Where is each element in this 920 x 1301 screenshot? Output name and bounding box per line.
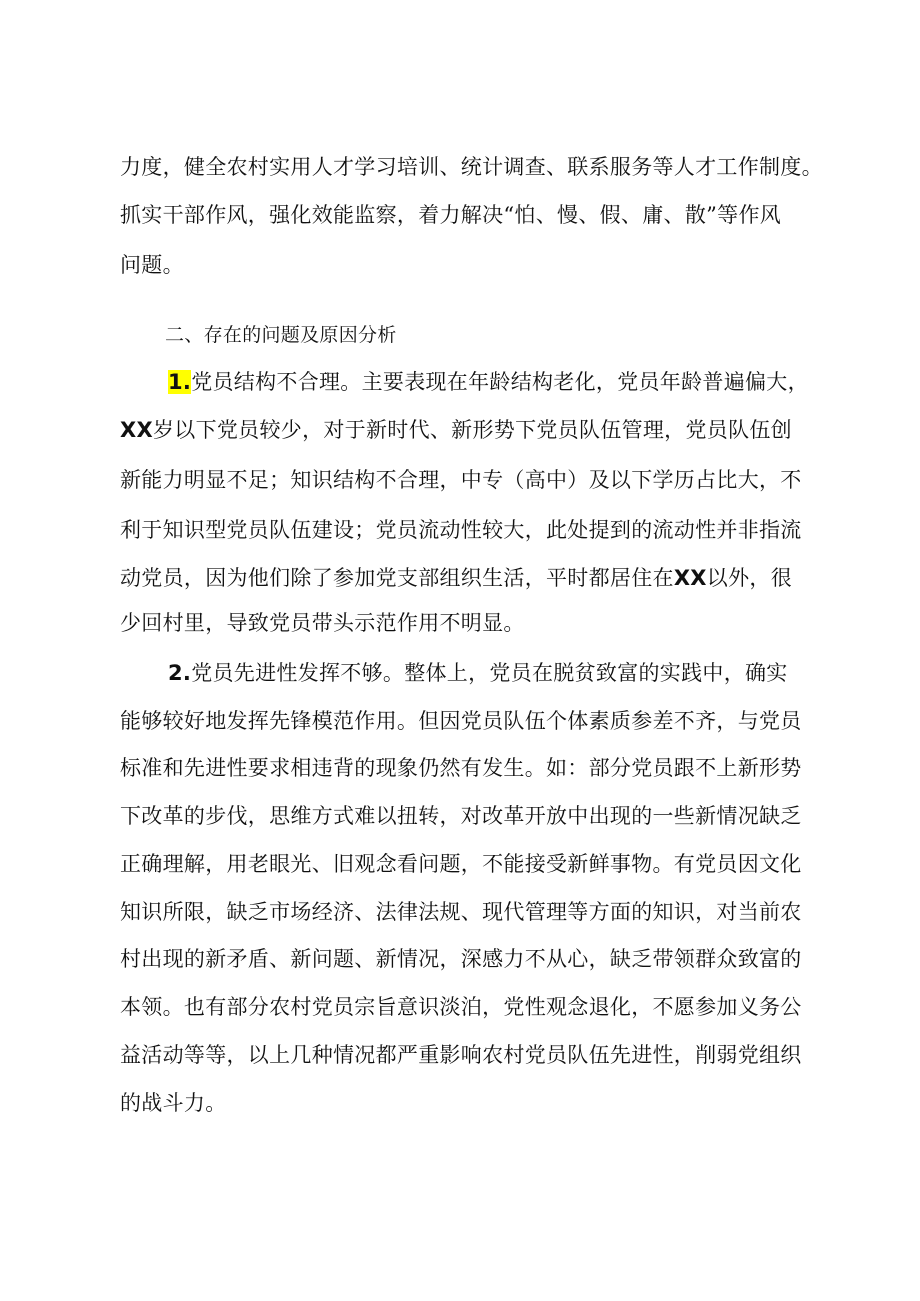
item1-line-6: 少回村里，导致党员带头示范作用不明显。 <box>120 611 525 635</box>
item2-line-8: 本领。也有部分农村党员宗旨意识淡泊，党性观念退化，不愿参加义务公 <box>120 995 802 1019</box>
item1-line-2-bold: XX <box>120 418 153 442</box>
item2-line-3: 标准和先进性要求相违背的现象仍然有发生。如：部分党员跟不上新形势 <box>120 756 802 780</box>
item1-number-highlighted: 1. <box>168 370 192 394</box>
item1-line-5-text-a: 动党员，因为他们除了参加党支部组织生活，平时都居住在 <box>120 566 674 590</box>
section-heading: 二、存在的问题及原因分析 <box>165 324 397 346</box>
item1-line-3: 新能力明显不足；知识结构不合理，中专（高中）及以下学历占比大，不 <box>120 468 802 492</box>
item2-line-1 <box>168 658 920 688</box>
intro-line-3: 问题。 <box>120 253 184 277</box>
item2-line-1-text: 党员先进性发挥不够。整体上，党员在脱贫致富的实践中，确实 <box>191 661 788 685</box>
item1-line-4: 利于知识型党员队伍建设；党员流动性较大，此处提到的流动性并非指流 <box>120 518 802 542</box>
item2-line-6: 知识所限，缺乏市场经济、法律法规、现代管理等方面的知识，对当前农 <box>120 900 802 924</box>
item1-line-1-text: 党员结构不合理。主要表现在年龄结构老化，党员年龄普遍偏大， <box>191 370 809 394</box>
item2-line-2: 能够较好地发挥先锋模范作用。但因党员队伍个体素质参差不齐，与党员 <box>120 709 802 733</box>
item1-line-1 <box>168 367 920 397</box>
intro-line-1: 力度，健全农村实用人才学习培训、统计调查、联系服务等人才工作制度。 <box>120 155 823 179</box>
item1-line-2 <box>120 415 920 445</box>
item1-line-5-text-b: 以外，很 <box>706 566 792 590</box>
item1-line-5-bold: XX <box>673 566 707 590</box>
intro-line-2: 抓实干部作风，强化效能监察，着力解决“怕、慢、假、庸、散”等作风 <box>120 203 782 227</box>
item2-line-4: 下改革的步伐，思维方式难以扭转，对改革开放中出现的一些新情况缺乏 <box>120 804 802 828</box>
item2-line-9: 益活动等等，以上几种情况都严重影响农村党员队伍先进性，削弱党组织 <box>120 1043 802 1067</box>
item2-number: 2. <box>168 661 192 685</box>
item2-line-7: 村出现的新矛盾、新问题、新情况，深感力不从心，缺乏带领群众致富的 <box>120 947 802 971</box>
item2-line-10: 的战斗力。 <box>120 1091 227 1115</box>
item1-line-2-text: 岁以下党员较少，对于新时代、新形势下党员队伍管理，党员队伍创 <box>152 418 792 442</box>
item1-line-5 <box>120 563 920 593</box>
item2-line-5: 正确理解，用老眼光、旧观念看问题，不能接受新鲜事物。有党员因文化 <box>120 852 802 876</box>
